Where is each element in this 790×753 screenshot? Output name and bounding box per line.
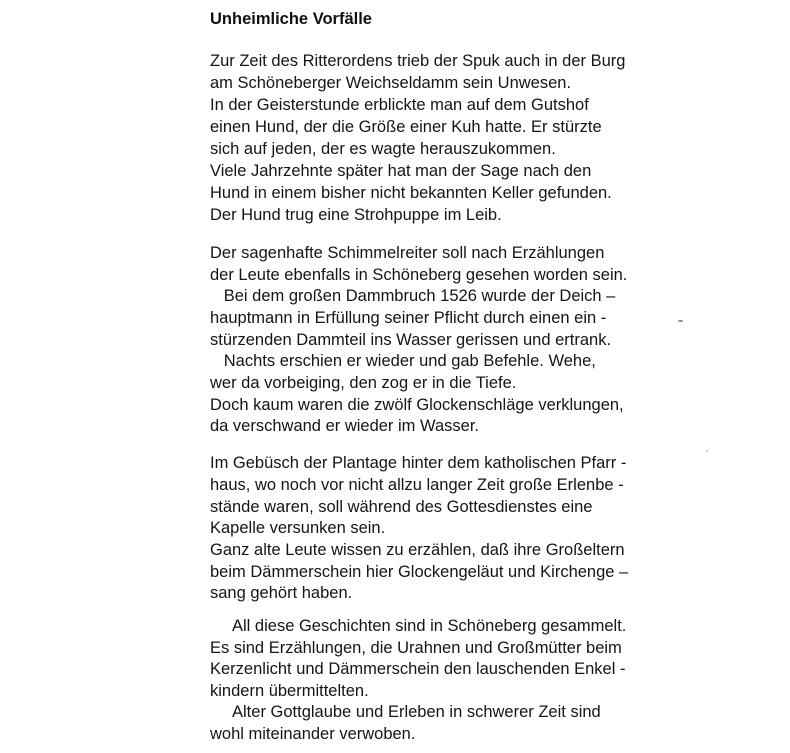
text-line: Viele Jahrzehnte später hat man der Sage nach den (210, 162, 592, 180)
text-line: Kapelle versunken sein. (210, 519, 386, 537)
text-line: Zur Zeit des Ritterordens trieb der Spuk auch in der Burg (210, 52, 626, 70)
text-line: da verschwand er wieder im Wasser. (210, 417, 479, 435)
text-line: Hund in einem bisher nicht bekannten Keller gefunden. (210, 184, 612, 202)
text-line: All diese Geschichten sind in Schöneberg gesammelt. (210, 617, 627, 635)
text-line: Bei dem großen Dammbruch 1526 wurde der Deich – (210, 287, 616, 305)
text-line: stürzenden Dammteil ins Wasser gerissen und ertrank. (210, 331, 612, 349)
text-line: kindern übermittelten. (210, 682, 369, 700)
text-line: Der Hund trug eine Strohpuppe im Leib. (210, 206, 502, 224)
text-line: sang gehört haben. (210, 584, 353, 602)
scan-speck (706, 450, 708, 452)
scan-speck (678, 320, 683, 322)
text-line: Doch kaum waren die zwölf Glockenschläge verklungen, (210, 396, 624, 414)
text-line: Ganz alte Leute wissen zu erzählen, daß ihre Großeltern (210, 541, 625, 559)
text-line: Im Gebüsch der Plantage hinter dem katholischen Pfarr - (210, 454, 627, 472)
text-line: Der sagenhafte Schimmelreiter soll nach Erzählungen (210, 244, 605, 262)
text-line: beim Dämmerschein hier Glockengeläut und Kirchenge – (210, 563, 629, 581)
text-line: wohl miteinander verwoben. (210, 725, 416, 743)
text-line: Kerzenlicht und Dämmerschein den lauschenden Enkel - (210, 660, 626, 678)
text-line: der Leute ebenfalls in Schöneberg gesehen worden sein. (210, 266, 628, 284)
text-line: am Schöneberger Weichseldamm sein Unwesen. (210, 74, 572, 92)
text-line: stände waren, soll während des Gottesdienstes eine (210, 498, 593, 516)
text-line: wer da vorbeiging, den zog er in die Tiefe. (210, 374, 517, 392)
text-line: In der Geisterstunde erblickte man auf dem Gutshof (210, 96, 589, 114)
text-line: hauptmann in Erfüllung seiner Pflicht durch einen ein - (210, 309, 607, 327)
document-title: Unheimliche Vorfälle (210, 10, 372, 28)
text-line: haus, wo noch vor nicht allzu langer Zeit große Erlenbe - (210, 476, 624, 494)
text-line: sich auf jeden, der es wagte herauszukommen. (210, 140, 556, 158)
text-line: Alter Gottglaube und Erleben in schwerer Zeit sind (210, 703, 601, 721)
text-line: Es sind Erzählungen, die Urahnen und Großmütter beim (210, 639, 622, 657)
text-line: Nachts erschien er wieder und gab Befehle. Wehe, (210, 352, 596, 370)
text-line: einen Hund, der die Größe einer Kuh hatte. Er stürzte (210, 118, 602, 136)
